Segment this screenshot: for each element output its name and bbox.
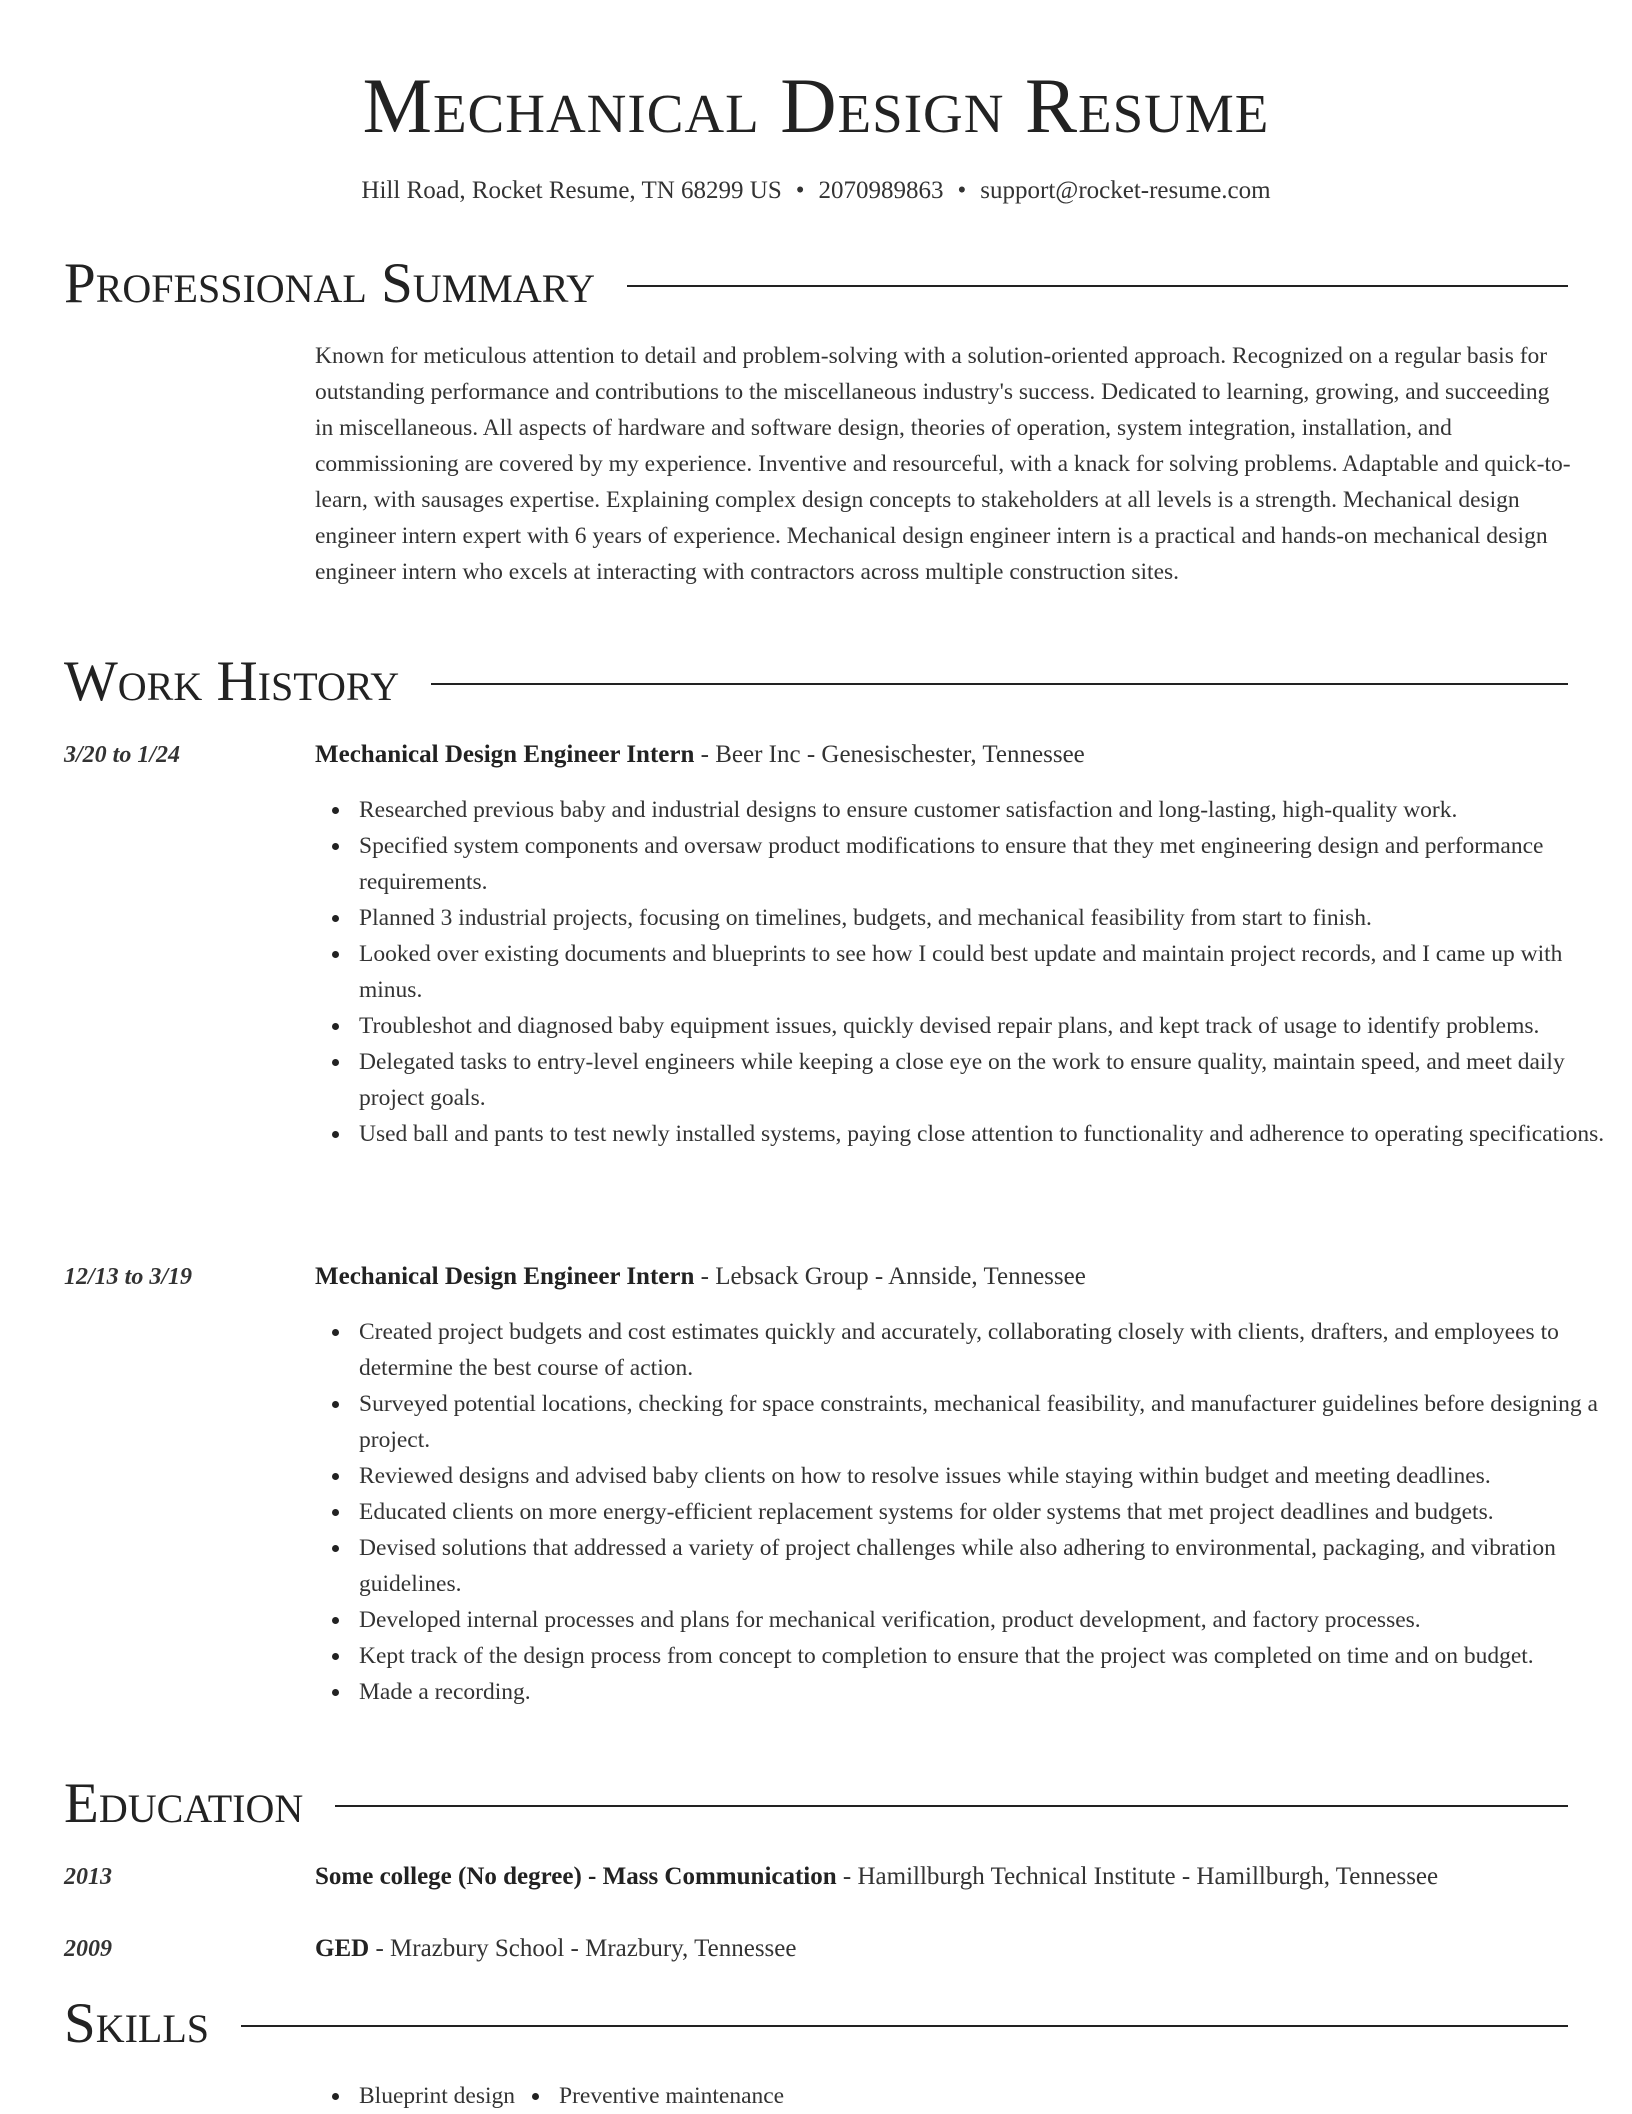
skills-column [515, 2078, 784, 2114]
job-dates: 12/13 to 3/19 [64, 1264, 193, 1290]
education-year: 2013 [64, 1864, 112, 1890]
job-title-line [315, 738, 1571, 772]
section-divider [241, 2025, 1568, 2027]
job-title-line [315, 1260, 1571, 1294]
job-duties-list [315, 792, 1615, 1152]
list-item: Developed internal processes and plans for mechanical verification, product development, and factory processes. [359, 1602, 1615, 1638]
section-divider [431, 683, 1568, 685]
list-item: Reviewed designs and advised baby clients on how to resolve issues while staying within budget and meeting deadlines. [359, 1458, 1615, 1494]
job-title: Mechanical Design Engineer Intern [315, 741, 695, 768]
list-item: Looked over existing documents and blueprints to see how I could best update and maintain project records, and I came up with minus. [359, 936, 1615, 1008]
education-year: 2009 [64, 1936, 112, 1962]
section-title-work-history: Work History [64, 650, 400, 713]
resume-title: Mechanical Design Resume [362, 62, 1270, 149]
list-item: Researched previous baby and industrial designs to ensure customer satisfaction and long-lasting, high-quality work. [359, 792, 1615, 828]
list-item: Planned 3 industrial projects, focusing on timelines, budgets, and mechanical feasibility from start to finish. [359, 900, 1615, 936]
job-title: Mechanical Design Engineer Intern [315, 1263, 695, 1290]
list-item: Created project budgets and cost estimates quickly and accurately, collaborating closely with clients, drafters, and employees to determine the best course of action. [359, 1314, 1615, 1386]
list-item: Surveyed potential locations, checking for space constraints, mechanical feasibility, and manufacturer guidelines before designing a project. [359, 1386, 1615, 1458]
skills-list [315, 2078, 1571, 2114]
job-employer-location: - Lebsack Group - Annside, Tennessee [694, 1263, 1086, 1290]
section-header-work-history [64, 650, 1568, 714]
list-item: Troubleshot and diagnosed baby equipment issues, quickly devised repair plans, and kept track of usage to identify problems. [359, 1008, 1615, 1044]
job-duties-list [315, 1314, 1615, 1710]
contact-phone: 2070989863 [818, 177, 944, 204]
list-item: Made a recording. [359, 1674, 1615, 1710]
list-item: Used ball and pants to test newly installed systems, paying close attention to functionality and adherence to operating specifications. [359, 1116, 1615, 1152]
contact-address: Hill Road, Rocket Resume, TN 68299 US [361, 177, 782, 204]
skill-item: Preventive maintenance [559, 2078, 784, 2114]
section-divider [335, 1805, 1568, 1807]
section-title-education: Education [64, 1772, 304, 1835]
contact-separator: • [957, 177, 967, 204]
section-divider [627, 285, 1568, 287]
skills-column [315, 2078, 515, 2114]
section-title-summary: Professional Summary [64, 252, 596, 315]
list-item: Devised solutions that addressed a variety of project challenges while also adhering to environmental, packaging, and vibration guidelines. [359, 1530, 1615, 1602]
job-employer-location: - Beer Inc - Genesischester, Tennessee [694, 741, 1085, 768]
contact-separator: • [795, 177, 805, 204]
education-entry [315, 1860, 1571, 1894]
list-item: Kept track of the design process from concept to completion to ensure that the project was completed on time and on budget. [359, 1638, 1615, 1674]
skill-item: Blueprint design [359, 2078, 515, 2114]
contact-line [0, 174, 1632, 208]
list-item: Delegated tasks to entry-level engineers while keeping a close eye on the work to ensure quality, maintain speed, and meet daily project goals. [359, 1044, 1615, 1116]
list-item: Educated clients on more energy-efficient replacement systems for older systems that met project deadlines and budgets. [359, 1494, 1615, 1530]
list-item: Specified system components and oversaw product modifications to ensure that they met engineering design and performance requirements. [359, 828, 1615, 900]
contact-email: support@rocket-resume.com [980, 177, 1271, 204]
job-dates: 3/20 to 1/24 [64, 742, 181, 768]
section-header-skills [64, 1992, 1568, 2056]
section-title-skills: Skills [64, 1992, 210, 2055]
education-school: - Mrazbury School - Mrazbury, Tennessee [369, 1935, 797, 1962]
education-degree: GED [315, 1935, 370, 1962]
section-header-education [64, 1772, 1568, 1836]
section-header-summary [64, 252, 1568, 316]
summary-text: Known for meticulous attention to detail and problem-solving with a solution-oriented approach. Recognized on a regular basis for outstanding performance and contributions to the miscellaneous industry's success. Dedicated to learning, growing, and succeeding in miscellaneous. All aspects of hardware and software design, theories of operation, system integration, installation, and commissioning are covered by my experience. Inventive and resourceful, with a knack for solving problems. Adaptable and quick-to-learn, with sausages expertise. Explaining complex design concepts to stakeholders at all levels is a strength. Mechanical design engineer intern expert with 6 years of experience. Mechanical design engineer intern is a practical and hands-on mechanical design engineer intern who excels at interacting with contractors across multiple construction sites. [315, 343, 1571, 585]
education-degree: Some college (No degree) - Mass Communication [315, 1863, 837, 1890]
education-entry [315, 1932, 1571, 1966]
education-school: - Hamillburgh Technical Institute - Hamillburgh, Tennessee [836, 1863, 1439, 1890]
